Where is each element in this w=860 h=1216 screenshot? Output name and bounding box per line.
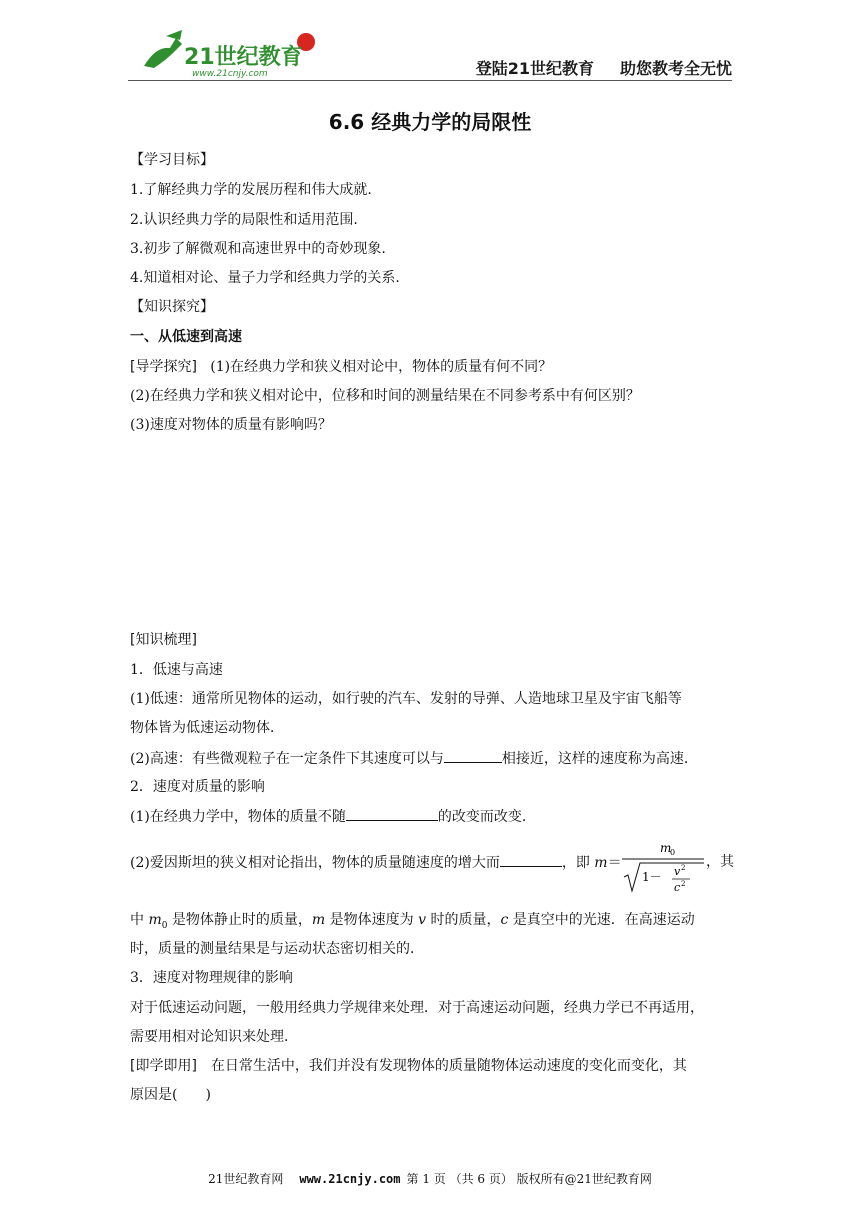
mass-symbol: m <box>594 855 608 871</box>
summary-s2-p1 <box>130 806 536 827</box>
explore-heading: 【知识探究】 <box>130 299 214 315</box>
site-logo[interactable] <box>136 26 316 78</box>
s1-p2-text-a: (2)高速：有些微观粒子在一定条件下其速度可以与 <box>130 751 444 767</box>
guide-question-3: (3)速度对物体的质量有影响吗？ <box>130 417 332 433</box>
s2-p3-segment: 是真空中的光速．在高速运动 <box>508 912 695 928</box>
objectives-heading: 【学习目标】 <box>130 152 214 168</box>
s2-p3-segment: 0 <box>161 920 168 931</box>
equals-sign: ＝ <box>607 855 622 871</box>
s2-p3-segment: c <box>500 912 509 928</box>
s2-p2-text-a: (2)爱因斯坦的狭义相对论指出，物体的质量随速度的增大而 <box>130 855 500 871</box>
logo-text: 21世纪教育 <box>184 45 303 70</box>
formula-v-exp: 2 <box>681 864 686 872</box>
summary-s2-title: 2．速度对质量的影响 <box>130 779 265 795</box>
summary-s3-title: 3．速度对物理规律的影响 <box>130 970 293 986</box>
s2-p3-segment: m <box>148 912 162 928</box>
sqrt-sign <box>624 863 704 891</box>
question-1-text: (1)在经典力学和狭义相对论中，物体的质量有何不同？ <box>210 359 553 375</box>
summary-s3-p1: 对于低速运动问题，一般用经典力学规律来处理．对于高速运动问题，经典力学已不再适用， <box>130 1000 704 1016</box>
s2-p3-segment: 时的质量， <box>426 912 501 928</box>
s2-p3-segment: 是物体静止时的质量， <box>167 912 312 928</box>
logo-url: www.21cnjy.com <box>192 69 268 78</box>
apply-question-cont: 原因是( ) <box>130 1087 211 1103</box>
formula-c: c <box>674 881 681 894</box>
slogan-left: 登陆21世纪教育 <box>475 59 594 78</box>
objective-item-4: 4.知道相对论、量子力学和经典力学的关系. <box>130 270 400 286</box>
s2-p1-text-b: 的改变而改变． <box>437 809 536 825</box>
s2-p2-text-b: ，即 <box>561 855 595 871</box>
guide-label: [导学探究] <box>130 359 197 375</box>
page-footer <box>0 1170 860 1187</box>
formula-numerator: m <box>660 841 672 855</box>
page-title: 6.6 经典力学的局限性 <box>328 110 532 134</box>
section-1-heading: 一、从低速到高速 <box>130 329 242 345</box>
summary-s1-title: 1．低速与高速 <box>130 662 223 678</box>
footer-page: 第 1 页 （共 6 页） 版权所有@21世纪教育网 <box>406 1172 652 1186</box>
formula-numerator-sub: 0 <box>670 848 676 857</box>
relativistic-mass-formula <box>618 837 708 895</box>
summary-s1-p2 <box>130 748 698 769</box>
summary-s2-p4: 时，质量的测量结果是与运动状态密切相关的． <box>130 941 424 957</box>
fill-blank-3[interactable] <box>500 852 562 867</box>
formula-c-exp: 2 <box>681 880 686 888</box>
footer-site: 21世纪教育网 <box>208 1172 284 1186</box>
s2-p2-text-end: ，其 <box>706 854 734 870</box>
summary-s2-p2 <box>130 852 622 873</box>
s2-p3-segment: m <box>311 912 326 928</box>
footer-url[interactable]: www.21cnjy.com <box>299 1172 401 1186</box>
apply-question <box>130 1056 687 1076</box>
formula-v: v <box>674 865 681 878</box>
fill-blank-2[interactable] <box>346 806 438 821</box>
s2-p3-segment: 中 <box>130 912 149 928</box>
objective-item-2: 2.认识经典力学的局限性和适用范围. <box>130 212 358 228</box>
summary-label: [知识梳理] <box>130 632 197 648</box>
objective-item-3: 3.初步了解微观和高速世界中的奇妙现象. <box>130 241 386 257</box>
s2-p3-segment: 是物体速度为 <box>325 912 419 928</box>
runner-icon <box>144 38 182 68</box>
summary-s1-p1b: 物体皆为低速运动物体． <box>130 720 284 736</box>
fill-blank-1[interactable] <box>444 748 502 763</box>
objective-item-1: 1.了解经典力学的发展历程和伟大成就. <box>130 182 372 198</box>
guide-question-2: (2)在经典力学和狭义相对论中，位移和时间的测量结果在不同参考系中有何区别？ <box>130 388 640 404</box>
summary-s1-p1a: (1)低速：通常所见物体的运动，如行驶的汽车、发射的导弹、人造地球卫星及宇宙飞船等 <box>130 691 682 707</box>
apply-label: [即学即用] <box>130 1058 197 1074</box>
slogan-right: 助您教考全无忧 <box>619 59 732 78</box>
header-slogan <box>476 56 732 79</box>
s1-p2-text-b: 相接近，这样的速度称为高速． <box>501 751 698 767</box>
summary-s2-p3 <box>130 910 695 936</box>
apply-text: 在日常生活中，我们并没有发现物体的质量随物体运动速度的变化而变化，其 <box>196 1058 687 1074</box>
s2-p1-text-a: (1)在经典力学中，物体的质量不随 <box>130 809 346 825</box>
guide-question-1 <box>130 357 552 377</box>
header-divider <box>128 80 732 81</box>
summary-s3-p2: 需要用相对论知识来处理． <box>130 1029 298 1045</box>
s2-p3-segment: v <box>418 912 427 928</box>
formula-one-minus: 1－ <box>642 870 662 884</box>
